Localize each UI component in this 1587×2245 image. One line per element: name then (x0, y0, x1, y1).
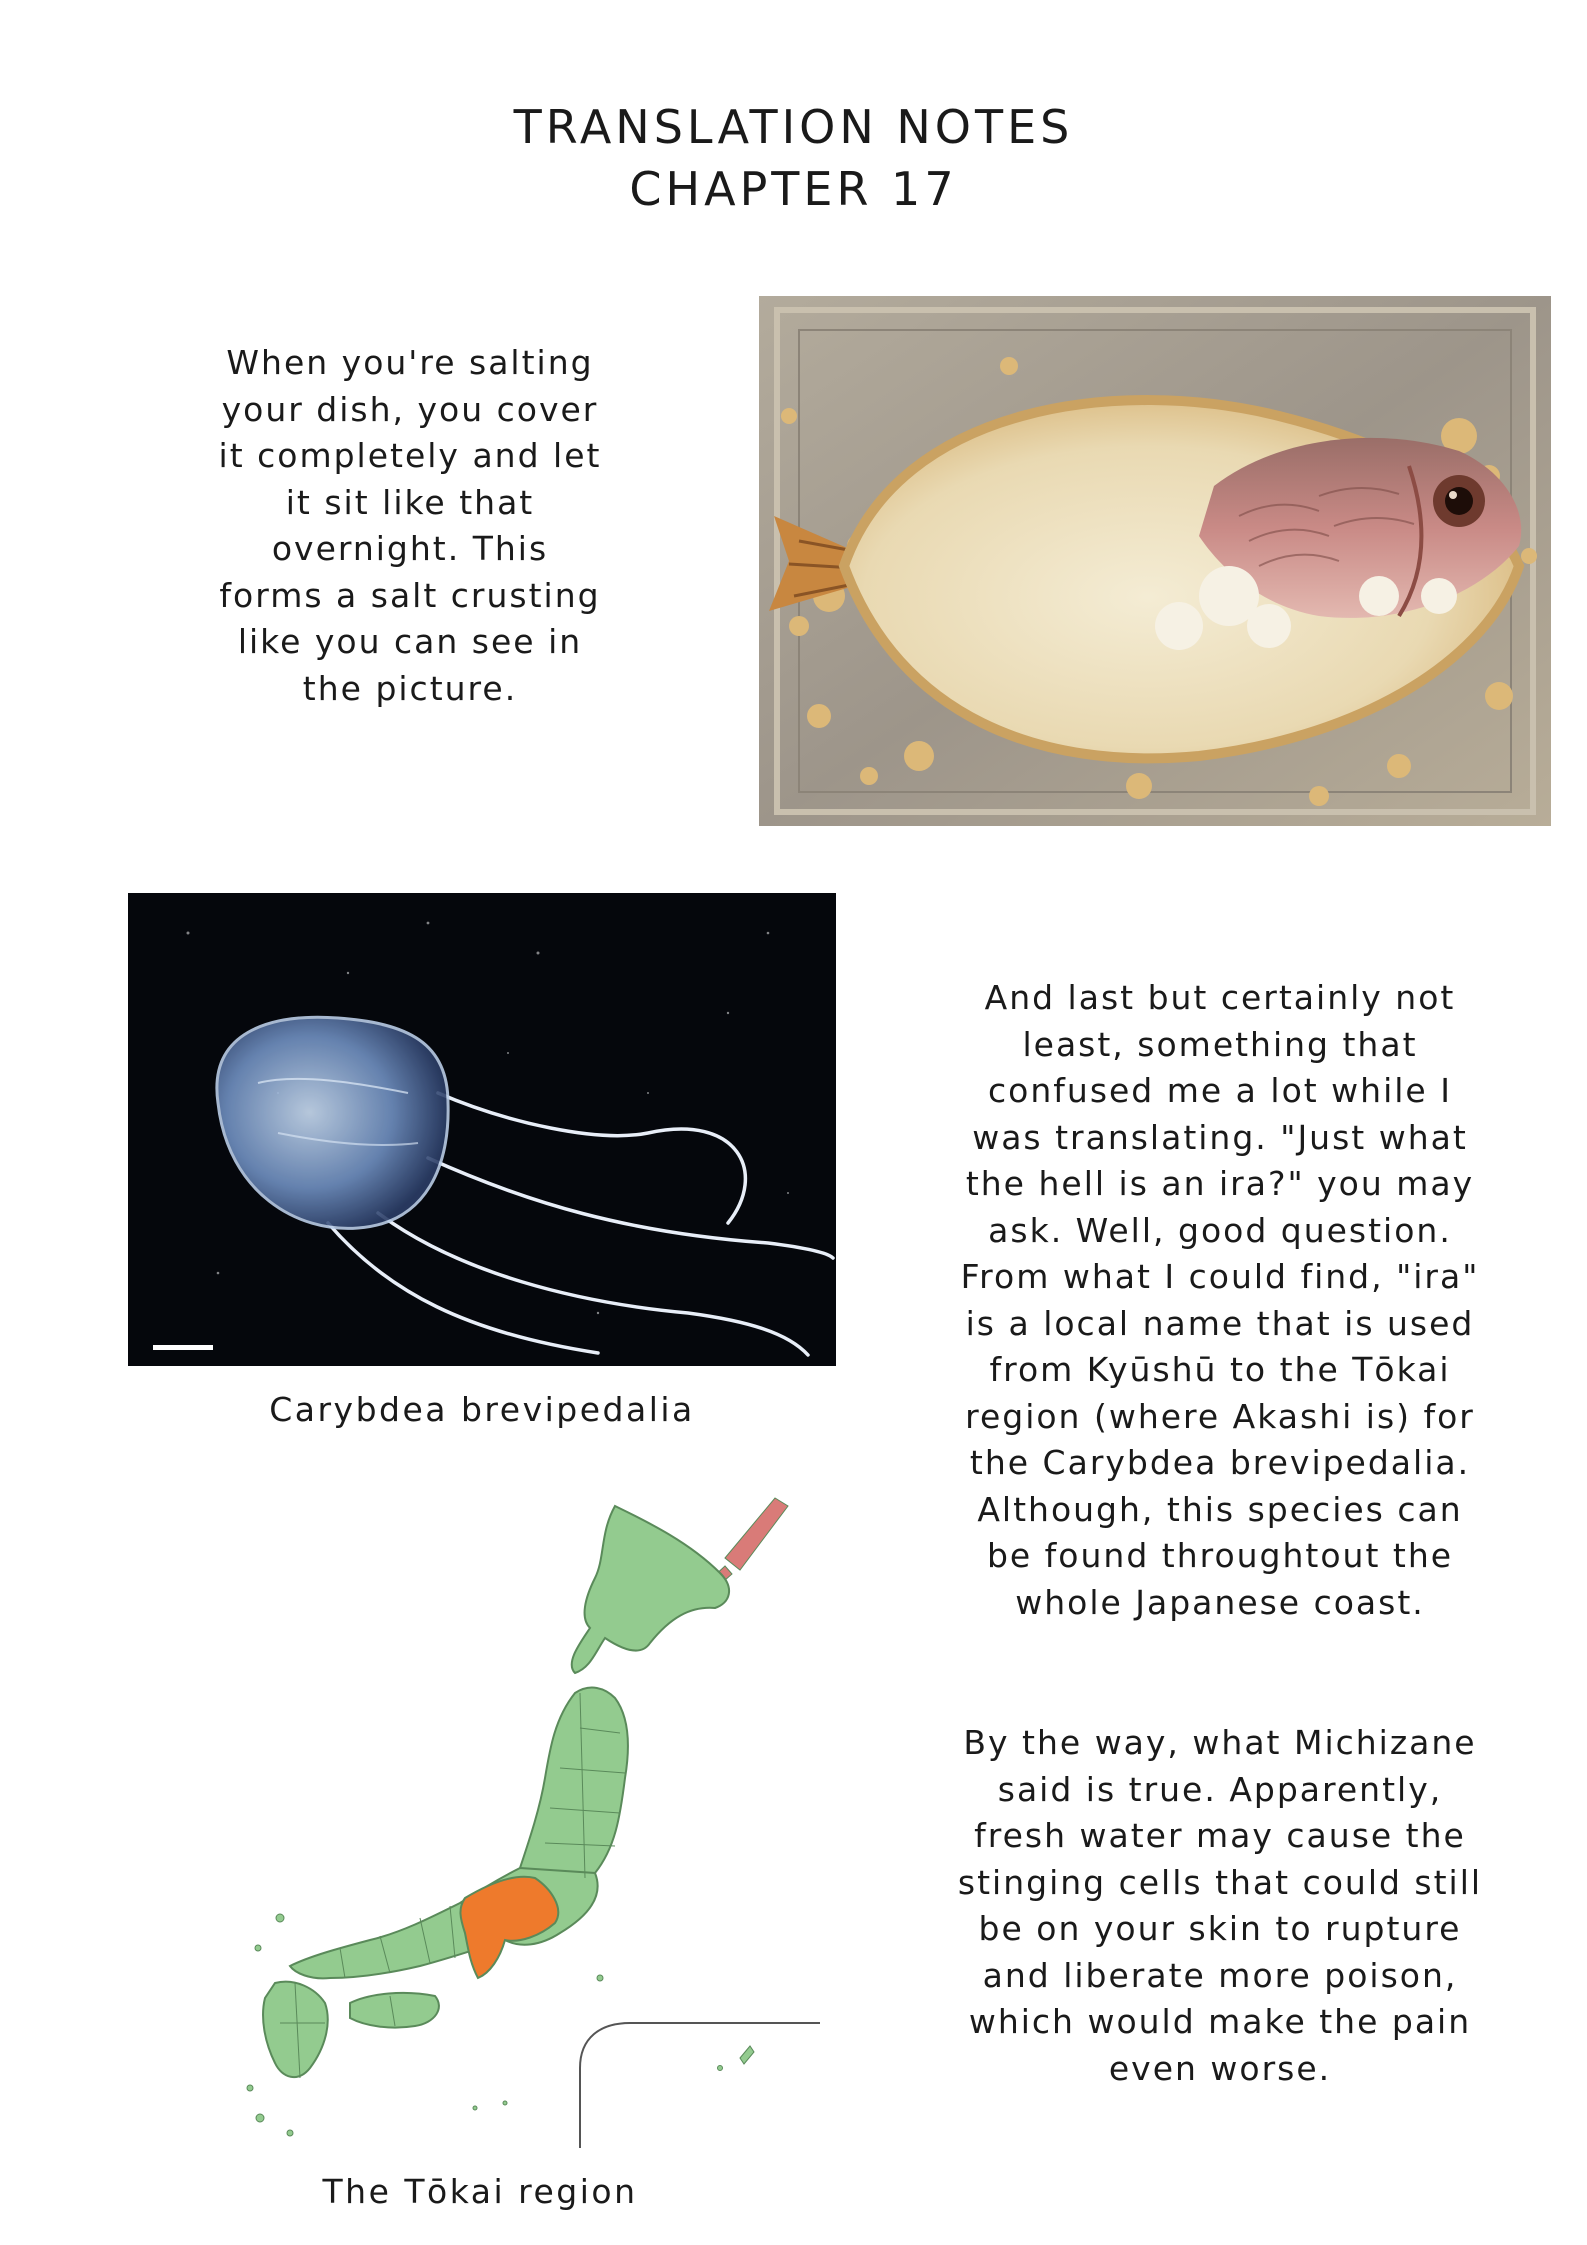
note-line: whole Japanese coast. (1015, 1582, 1425, 1622)
title-line-1: TRANSLATION NOTES (513, 100, 1074, 154)
note-line: By the way, what Michizane (963, 1723, 1477, 1762)
note-line: the hell is an ira?" you may (965, 1164, 1475, 1203)
jellyfish-caption: Carybdea brevipedalia (269, 1390, 695, 1429)
japan-map (220, 1478, 820, 2148)
note-line: it sit like that (285, 482, 535, 522)
note-line: stinging cells that could still (957, 1862, 1483, 1902)
note-line: confused me a lot while I (988, 1071, 1452, 1110)
note-line: fresh water may cause the (974, 1816, 1466, 1855)
note-line: the picture. (302, 668, 518, 708)
note-michizane (910, 1720, 1530, 2092)
note-line: And last but certainly not (984, 978, 1456, 1017)
note-line: be found throughtout the (986, 1536, 1454, 1575)
note-line: the Carybdea brevipedalia. (969, 1443, 1471, 1482)
note-line: even worse. (1108, 2048, 1332, 2088)
note-line: is a local name that is used (965, 1303, 1475, 1343)
note-line: it completely and let (218, 436, 602, 475)
note-ira (910, 975, 1530, 1626)
note-line: and liberate more poison, (982, 1955, 1458, 1995)
note-line: like you can see in (237, 622, 583, 661)
note-line: region (where Akashi is) for (965, 1396, 1475, 1436)
note-line: be on your skin to rupture (978, 1909, 1462, 1948)
note-line: your dish, you cover (221, 389, 599, 429)
note-line: ask. Well, good question. (988, 1210, 1452, 1250)
salt-crusted-fish-photo (759, 296, 1551, 826)
map-caption: The Tōkai region (322, 2172, 638, 2211)
note-line: least, something that (1022, 1024, 1418, 1064)
note-salting (180, 340, 640, 712)
note-line: Although, this species can (977, 1489, 1463, 1529)
note-line: from Kyūshū to the Tōkai (989, 1350, 1451, 1389)
note-line: From what I could find, "ira" (960, 1257, 1480, 1296)
note-line: forms a salt crusting (219, 575, 601, 615)
note-line: which would make the pain (968, 2002, 1472, 2041)
note-line: When you're salting (226, 343, 594, 382)
note-line: overnight. This (271, 529, 549, 568)
note-line: said is true. Apparently, (997, 1769, 1443, 1809)
note-line: was translating. "Just what (972, 1117, 1468, 1157)
title-line-2: CHAPTER 17 (629, 162, 958, 216)
jellyfish-photo (128, 893, 836, 1366)
